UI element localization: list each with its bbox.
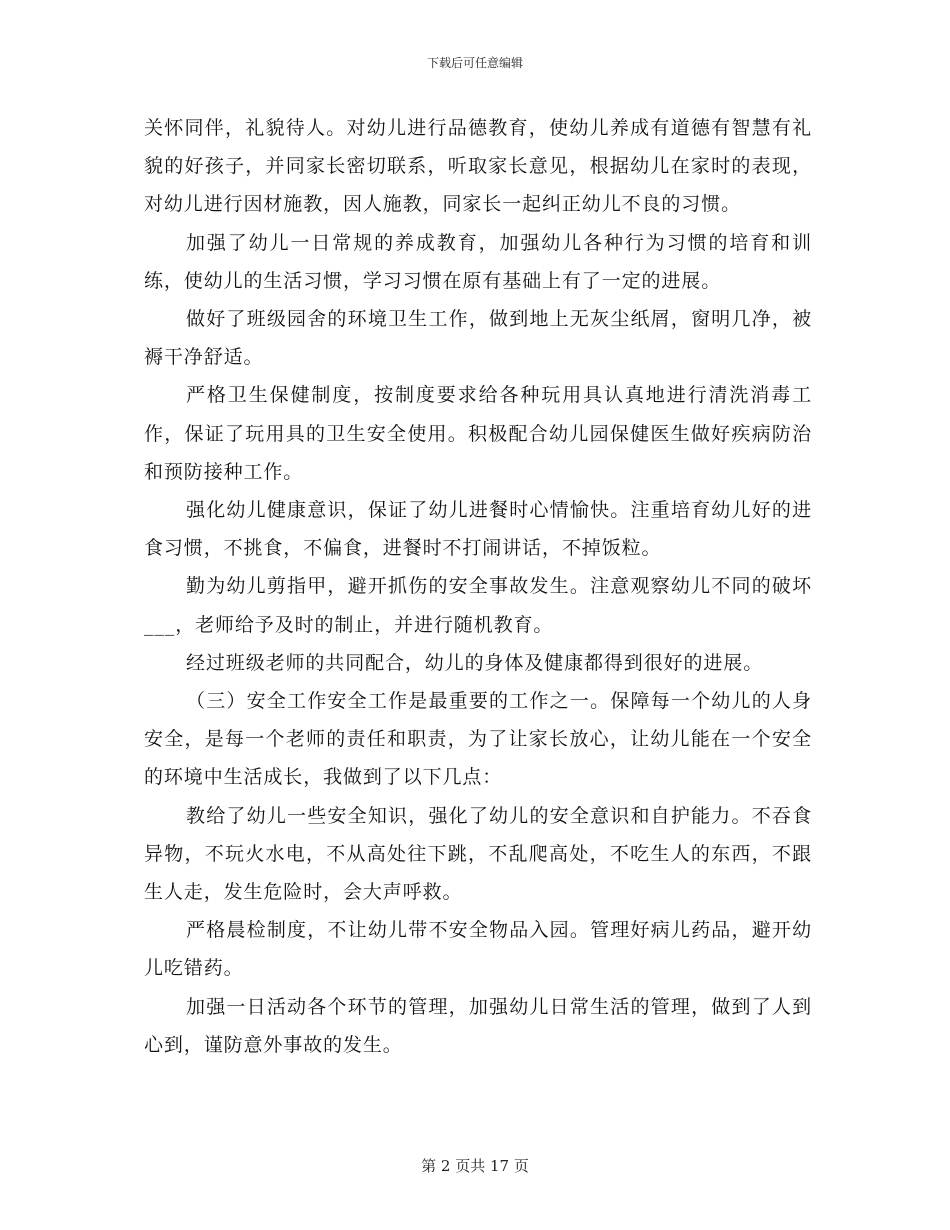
page-header: 下载后可任意编辑 [426,56,523,70]
paragraph-4: 严格卫生保健制度，按制度要求给各种玩用具认真地进行清洗消毒工作，保证了玩用具的卫生安全使用。积极配合幼儿园保健医生做好疾病防治和预防接种工作。 [144,384,812,483]
paragraph-10: 严格晨检制度，不让幼儿带不安全物品入园。管理好病儿药品，避开幼儿吃错药。 [144,919,812,980]
paragraph-8-safety-section: （三）安全工作安全工作是最重要的工作之一。保障每一个幼儿的人身安全，是每一个老师的责任和职责，为了让家长放心，让幼儿能在一个安全的环境中生活成长，我做到了以下几点： [144,690,812,789]
page-number-footer: 第 2 页共 17 页 [421,1157,529,1175]
document-body [144,109,812,1064]
paragraph-6: 勤为幼儿剪指甲，避开抓伤的安全事故发生。注意观察幼儿不同的破坏___，老师给予及时的制止，并进行随机教育。 [144,575,812,636]
paragraph-11: 加强一日活动各个环节的管理，加强幼儿日常生活的管理，做到了人到心到，谨防意外事故的发生。 [144,995,812,1056]
paragraph-7: 经过班级老师的共同配合，幼儿的身体及健康都得到很好的进展。 [186,651,764,674]
paragraph-5: 强化幼儿健康意识，保证了幼儿进餐时心情愉快。注重培育幼儿好的进食习惯，不挑食，不偏食，进餐时不打闹讲话，不掉饭粒。 [144,499,812,560]
paragraph-2: 加强了幼儿一日常规的养成教育，加强幼儿各种行为习惯的培育和训练，使幼儿的生活习惯，学习习惯在原有基础上有了一定的进展。 [144,231,812,292]
paragraph-1: 关怀同伴，礼貌待人。对幼儿进行品德教育，使幼儿养成有道德有智慧有礼貌的好孩子，并同家长密切联系，听取家长意见，根据幼儿在家时的表现，对幼儿进行因材施教，因人施教，同家长一起纠正幼儿不良的习惯。 [144,117,812,216]
paragraph-3: 做好了班级园舍的环境卫生工作，做到地上无灰尘纸屑，窗明几净，被褥干净舒适。 [144,308,812,369]
paragraph-9: 教给了幼儿一些安全知识，强化了幼儿的安全意识和自护能力。不吞食异物，不玩火水电，不从高处往下跳，不乱爬高处，不吃生人的东西，不跟生人走，发生危险时，会大声呼救。 [144,804,812,904]
